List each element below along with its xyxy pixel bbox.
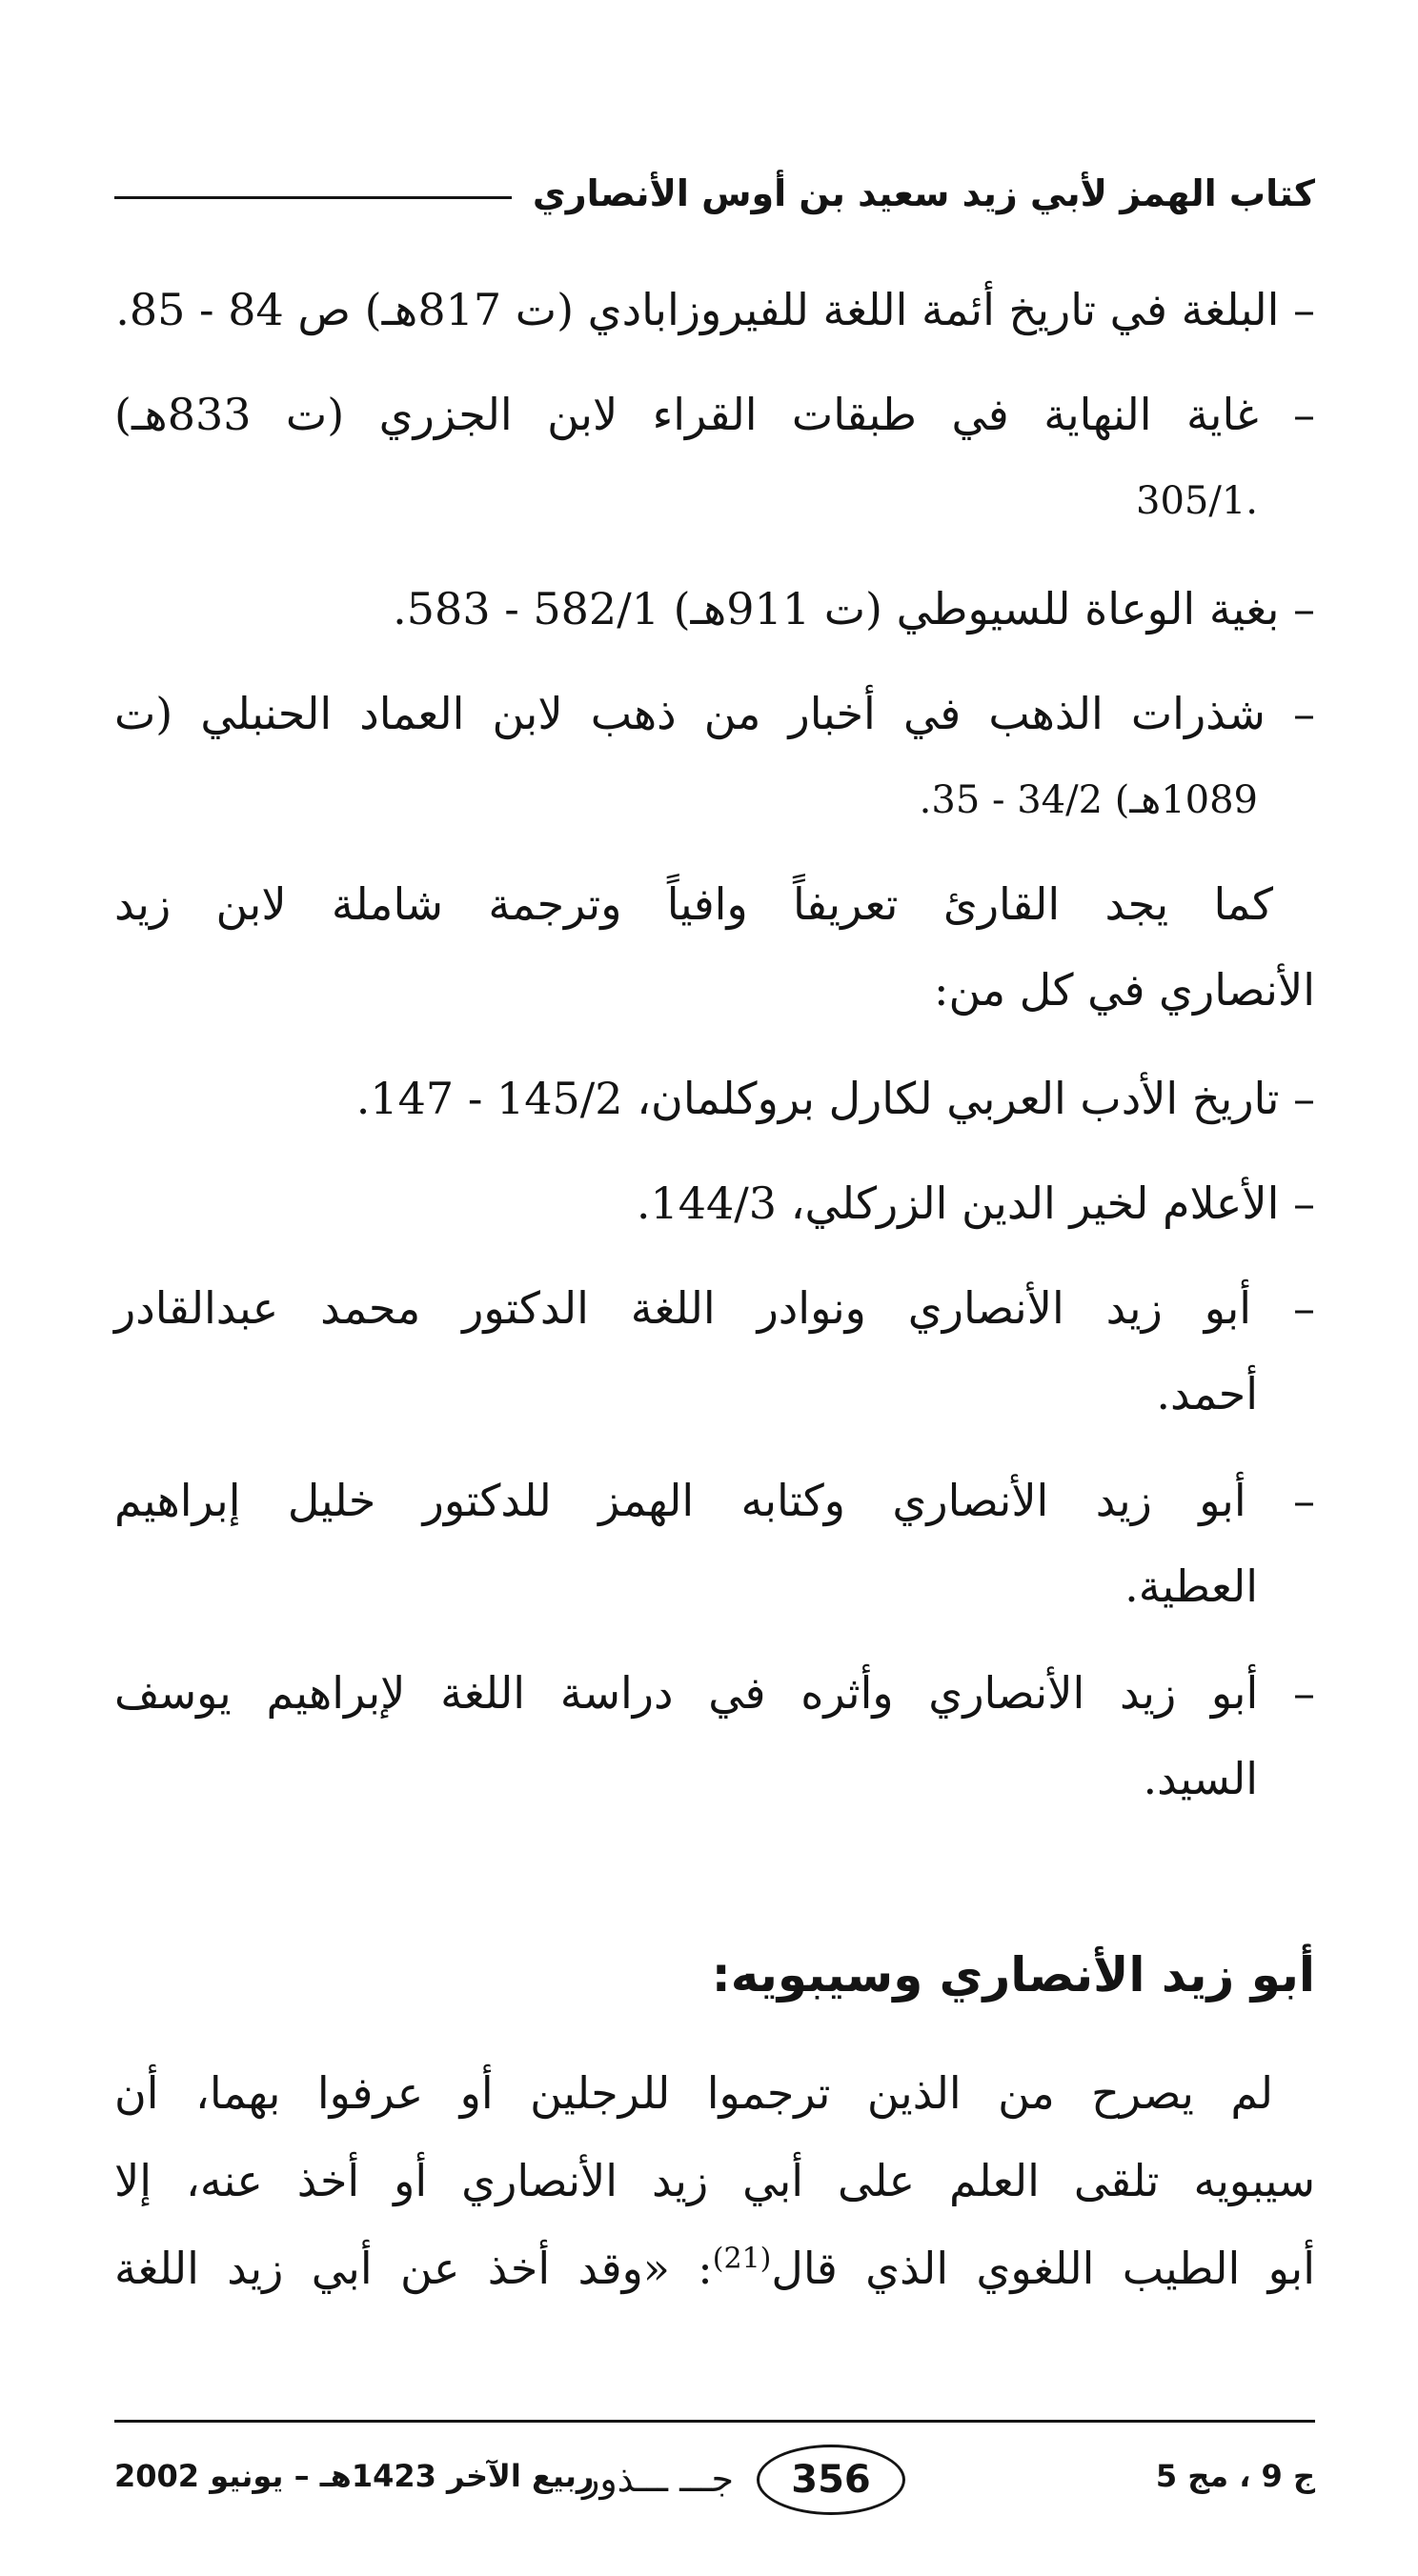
intro-paragraph-line: الأنصاري في كل من: [933, 964, 1315, 1016]
reference-continuation: السيد. [1143, 1753, 1258, 1804]
document-page [114, 0, 1315, 2576]
issue-info: ج 9 ، مج 5 [1155, 2458, 1315, 2494]
journal-name: جـــ ـــذور [581, 2458, 734, 2500]
running-header [114, 160, 1315, 227]
section-heading: أبو زيد الأنصاري وسيبويه: [711, 1947, 1315, 2002]
reference-item: – بغية الوعاة للسيوطي (ت 911هـ) 582/1 - 583. [393, 583, 1315, 634]
reference-item: – أبو زيد الأنصاري وأثره في دراسة اللغة لإبراهيم يوسف [114, 1667, 1315, 1719]
header-rule [114, 196, 512, 199]
footer-rule [114, 2420, 1315, 2423]
reference-item: – تاريخ الأدب العربي لكارل بروكلمان، 145/2 - 147. [355, 1073, 1315, 1124]
section-line-text: أبو الطيب اللغوي الذي قال [771, 2243, 1315, 2294]
footnote-reference: (21) [712, 2242, 772, 2276]
reference-item: – الأعلام لخير الدين الزركلي، 144/3. [636, 1177, 1315, 1229]
reference-continuation: العطية. [1124, 1560, 1258, 1612]
section-line-text: : «وقد أخذ عن أبي زيد اللغة [114, 2243, 713, 2294]
section-paragraph-line: لم يصرح من الذين ترجموا للرجلين أو عرفوا بهما، أن [114, 2067, 1273, 2119]
section-paragraph-line: سيبويه تلقى العلم على أبي زيد الأنصاري أو أخذ عنه، إلا [114, 2155, 1315, 2206]
running-header-title: كتاب الهمز لأبي زيد سعيد بن أوس الأنصاري [532, 172, 1315, 214]
reference-continuation: .305/1 [1136, 479, 1258, 523]
intro-paragraph-line: كما يجد القارئ تعريفاً وافياً وترجمة شاملة لابن زيد [114, 878, 1273, 930]
reference-item: – غاية النهاية في طبقات القراء لابن الجزري (ت 833هـ) [114, 389, 1315, 440]
section-paragraph-line [114, 2241, 1315, 2298]
page-footer [114, 2439, 1315, 2525]
reference-item: – أبو زيد الأنصاري وكتابه الهمز للدكتور خليل إبراهيم [114, 1475, 1315, 1526]
page-number-badge [757, 2445, 905, 2515]
reference-item: – أبو زيد الأنصاري ونوادر اللغة الدكتور محمد عبدالقادر [114, 1282, 1315, 1334]
issue-date: ربيع الآخر 1423هـ – يونيو 2002 [114, 2458, 595, 2494]
reference-continuation: أحمد. [1156, 1368, 1258, 1419]
page-number: 356 [791, 2458, 871, 2502]
reference-item: – شذرات الذهب في أخبار من ذهب لابن العماد الحنبلي (ت [114, 688, 1315, 739]
reference-continuation: 1089هـ) 34/2 - 35. [919, 778, 1258, 822]
reference-item: – البلغة في تاريخ أئمة اللغة للفيروزابادي (ت 817هـ) ص 84 - 85. [115, 284, 1315, 335]
